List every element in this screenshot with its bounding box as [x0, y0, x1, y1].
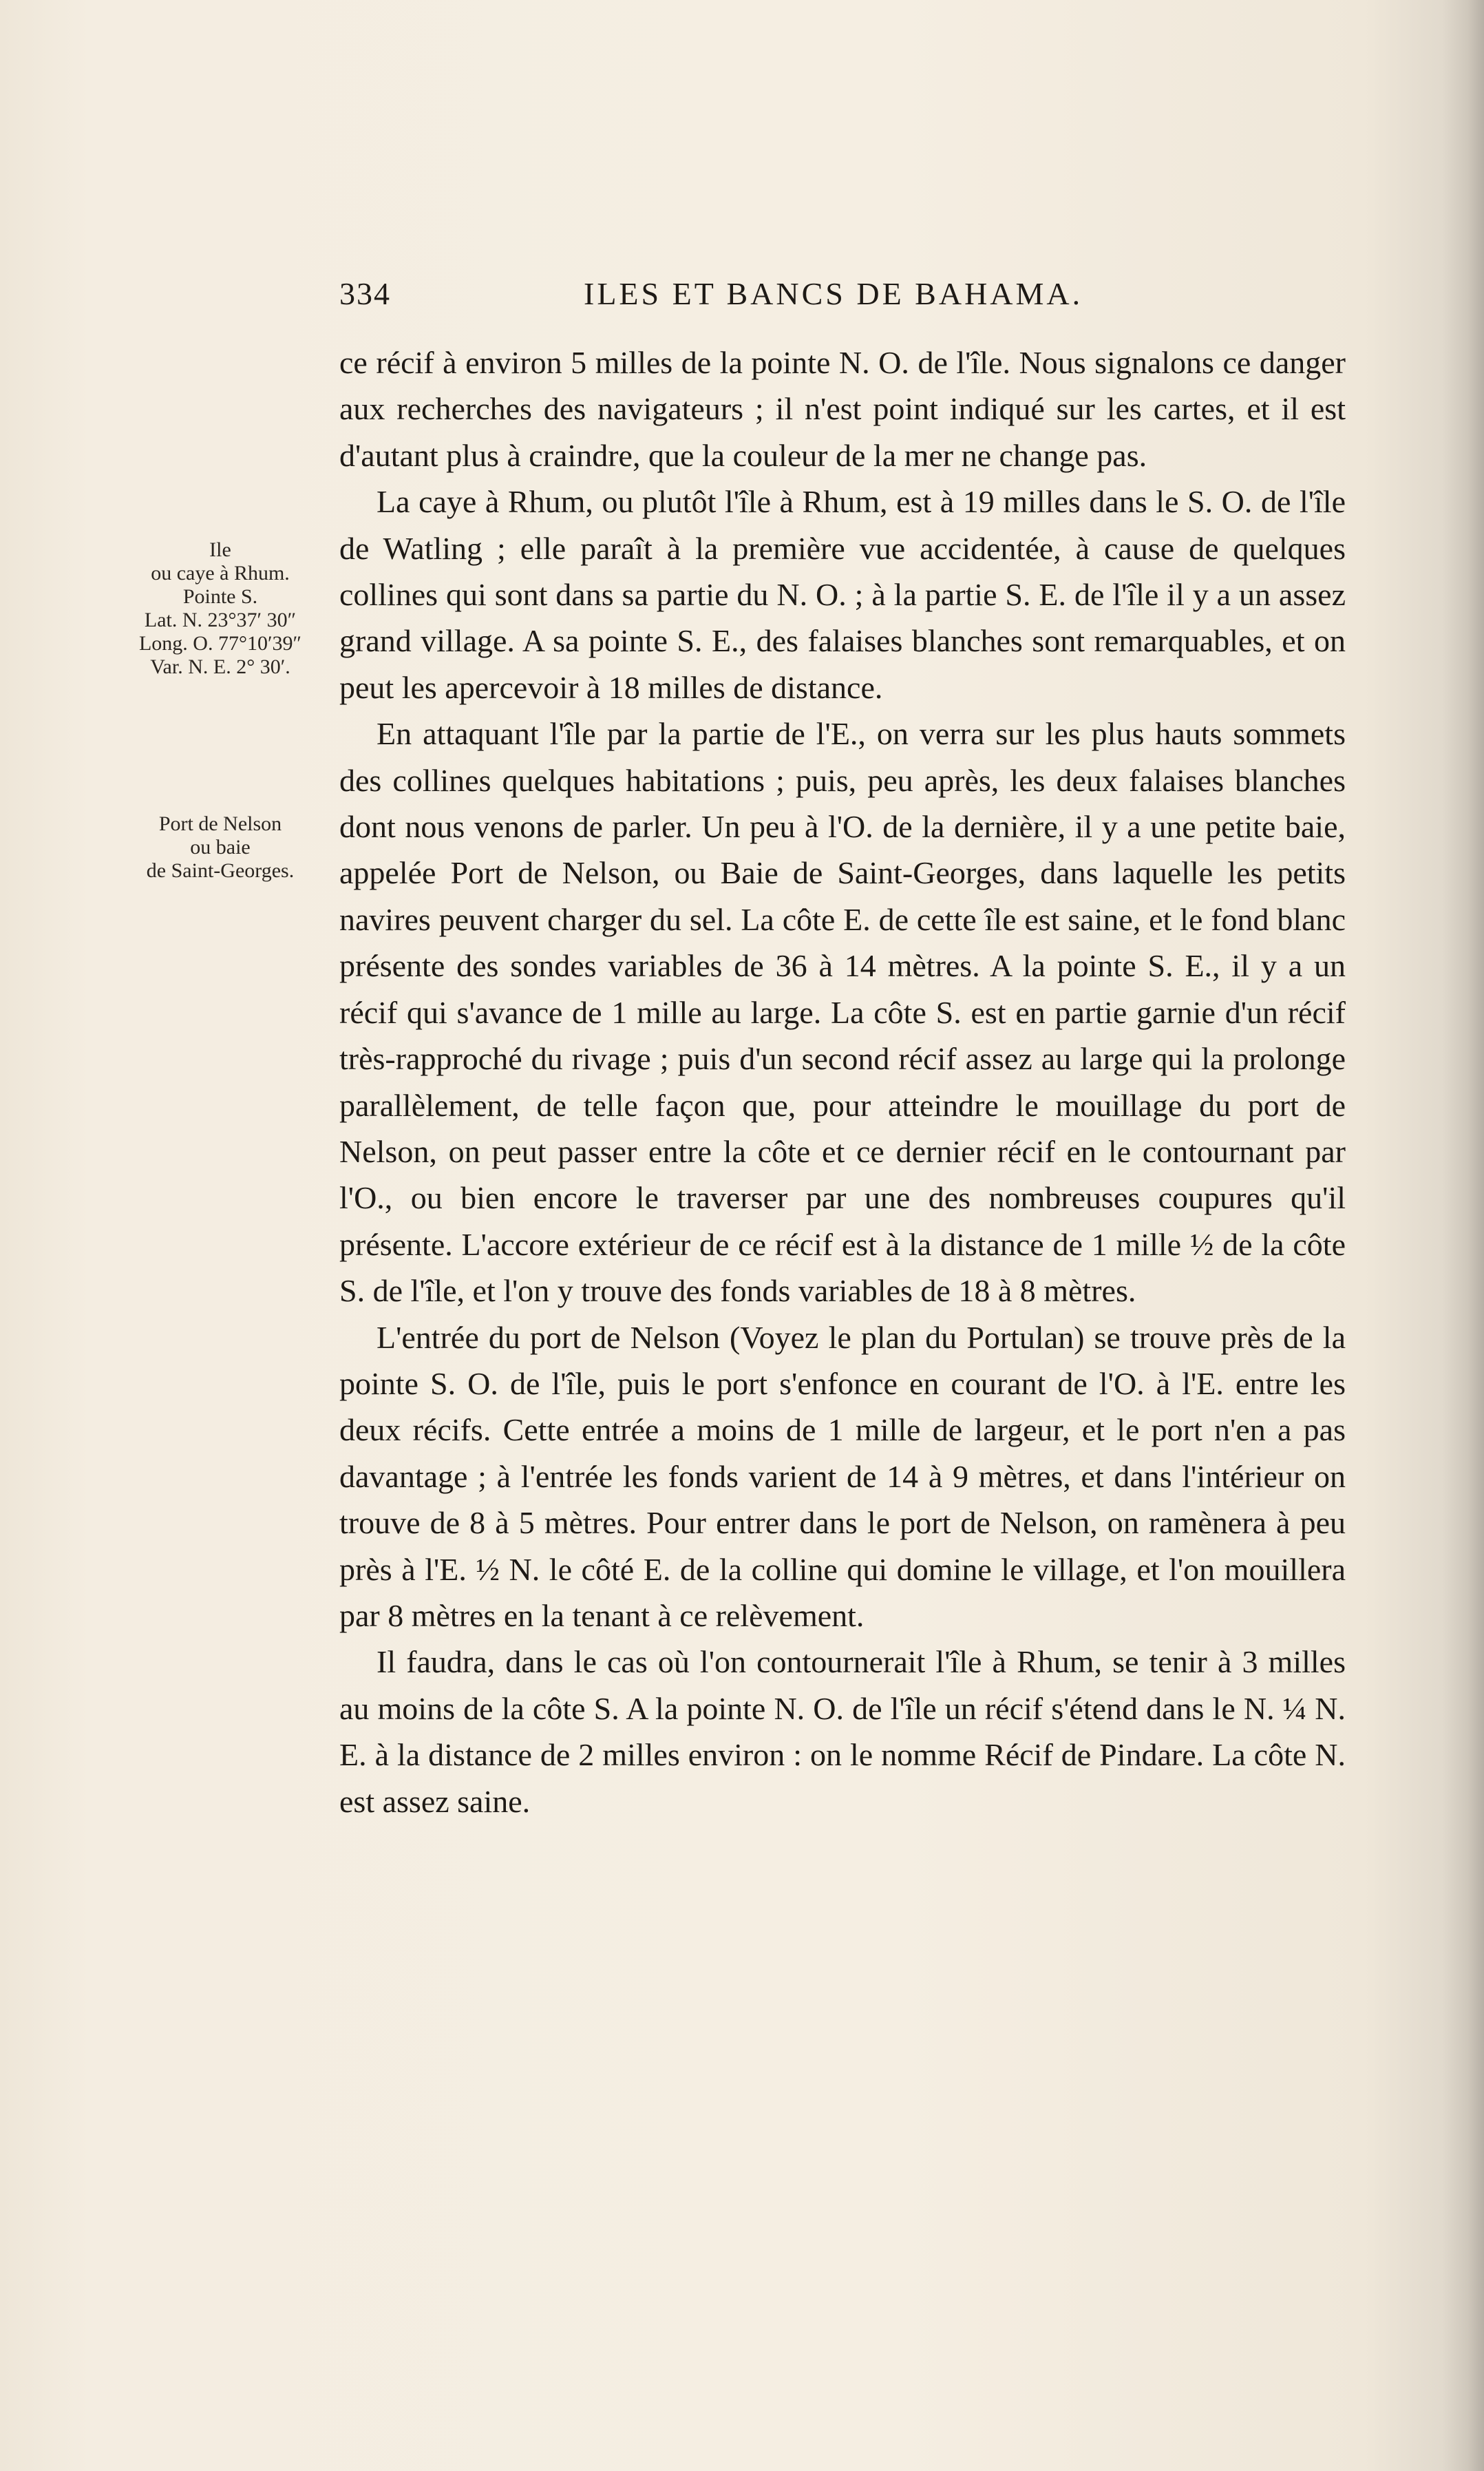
margin-note-line: Pointe S.	[182, 585, 258, 608]
margin-note-line: Var. N. E. 2° 30′.	[150, 655, 290, 678]
margin-note-rhum	[110, 538, 330, 679]
margin-note-line: ou caye à Rhum.	[151, 562, 290, 585]
margin-note-line: Long. O. 77°10′39″	[138, 632, 302, 655]
paragraph-rum-cay: La caye à Rhum, ou plutôt l'île à Rhum, est à 19 milles dans le S. O. de l'île de Watling ; elle paraît à la première vue accidentée, à cause de quelques collines qui sont dans sa partie du N. O. ; à la partie S. E. de l'île il y a un assez grand village. A sa pointe S. E., des falaises blanches sont remarquables, et on peut les apercevoir à 18 milles de distance.	[339, 484, 1346, 705]
paragraph-nelson-entrance: L'entrée du port de Nelson (Voyez le plan du Portulan) se trouve près de la pointe S. O. de l'île, puis le port s'enfonce en courant de l'O. à l'E. entre les deux récifs. Cette entrée a moins de 1 mille de largeur, et le port n'en a pas davantage ; à l'entrée les fonds varient de 14 à 9 mètres, et dans l'intérieur on trouve de 8 à 5 mètres. Pour entrer dans le port de Nelson, on ramènera à peu près à l'E. ½ N. le côté E. de la colline qui domine le village, et l'on mouillera par 8 mètres en la tenant à ce relèvement.	[339, 1319, 1346, 1633]
margin-note-nelson	[110, 812, 330, 883]
paragraph-continuation: ce récif à environ 5 milles de la pointe N. O. de l'île. Nous signalons ce danger aux recherches des navigateurs ; il n'est point indiqué sur les cartes, et il est d'autant plus à craindre, que la couleur de la mer ne change pas.	[339, 345, 1346, 473]
page-number: 334	[339, 276, 391, 311]
running-title: ILES ET BANCS DE BAHAMA.	[584, 276, 1083, 311]
margin-note-line: ou baie	[190, 836, 251, 859]
paragraph-pindare-reef: Il faudra, dans le cas où l'on contournerait l'île à Rhum, se tenir à 3 milles au moins de la côte S. A la pointe N. O. de l'île un récif s'étend dans le N. ¼ N. E. à la distance de 2 milles environ : on le nomme Récif de Pindare. La côte N. est assez saine.	[339, 1644, 1346, 1819]
margin-note-line: de Saint-Georges.	[146, 859, 295, 882]
paragraph-approach-east: En attaquant l'île par la partie de l'E., on verra sur les plus hauts sommets des collines quelques habitations ; puis, peu après, les deux falaises blanches dont nous venons de parler. Un peu à l'O. de la dernière, il y a une petite baie, appelée Port de Nelson, ou Baie de Saint-Georges, dans laquelle les petits navires peuvent charger du sel. La côte E. de cette île est saine, et le fond blanc présente des sondes variables de 36 à 14 mètres. A la pointe S. E., il y a un récif qui s'avance de 1 mille au large. La côte S. est en partie garnie d'un récif très-rapproché du rivage ; puis d'un second récif assez au large qui la prolonge parallèlement, de telle façon que, pour atteindre le mouillage du port de Nelson, on peut passer entre la côte et ce dernier récif en le contournant par l'O., ou bien encore le traverser par une des nombreuses coupures qu'il présente. L'accore extérieur de ce récif est à la distance de 1 mille ½ de la côte S. de l'île, et l'on y trouve des fonds variables de 18 à 8 mètres.	[339, 716, 1346, 1309]
margin-note-line: Lat. N. 23°37′ 30″	[144, 609, 297, 631]
page-header	[339, 275, 1351, 319]
margin-note-line: Port de Nelson	[158, 812, 282, 835]
page-edge-shadow	[1443, 0, 1484, 2471]
main-text	[339, 339, 1346, 1825]
margin-note-line: Ile	[209, 538, 231, 561]
